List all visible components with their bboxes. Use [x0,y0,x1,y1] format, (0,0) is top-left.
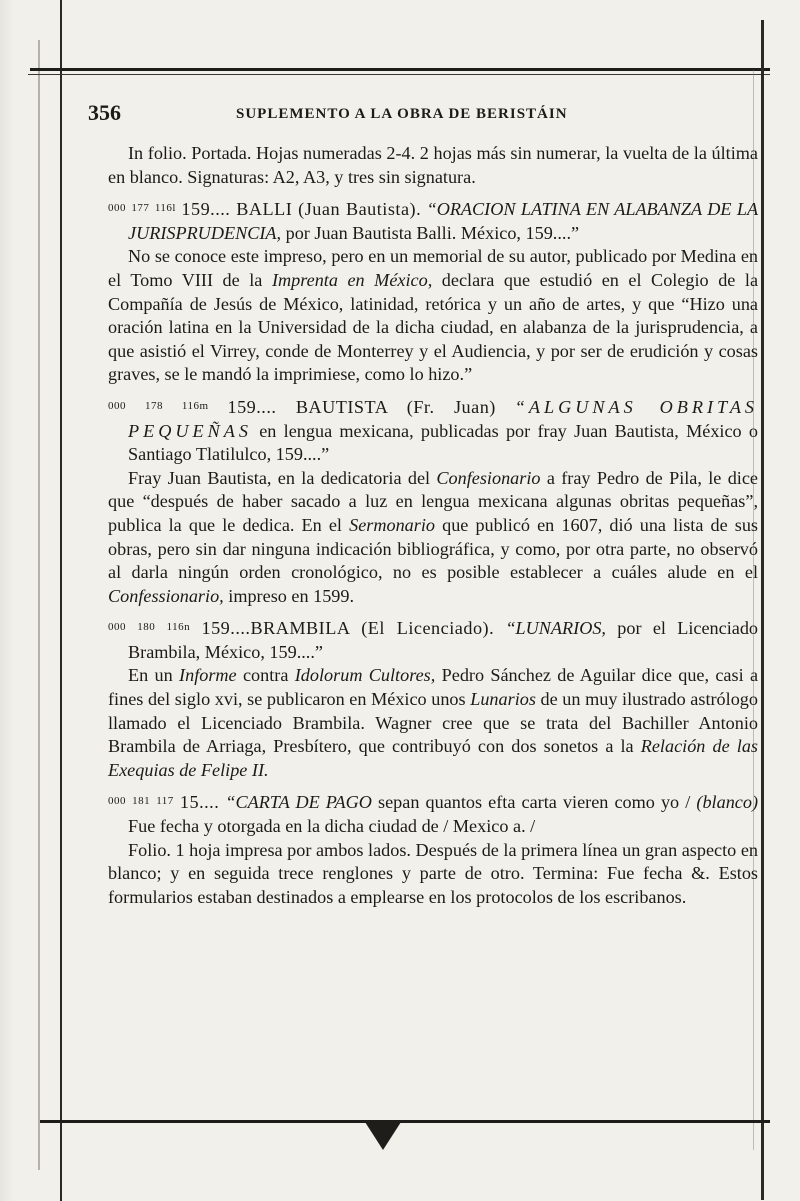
body-text: que publicó en 1607, dió una lista de sus obras, pero sin dar ninguna indicación bibliográfica, y como, por otra parte, no observó al darla ningún orden cronológico, no es posible establecer a cuáles alude en el [108,514,759,583]
body-text: de un muy ilustrado astrólogo llamado el Licenciado Brambila. Wagner cree que se trata del Bachiller Antonio Brambila de Arriaga, Presbítero, que contribuyó con dos sonetos a la [108,689,758,757]
entry-number: 181 [132,795,151,808]
entry-tail: por Juan Bautista Balli. México, 159....” [285,222,580,243]
body-text: En un [128,665,173,686]
entry-number: 116l [154,202,176,215]
entry-bautista-body [108,467,758,609]
body-text: contra [242,665,289,686]
entry-number: 000 [108,399,126,412]
entry-balli-body [108,245,758,387]
body-text: declara que estudió en el Colegio de la Compañía de Jesús de México, latinidad, retórica y un año de artes, y que “Hizo una oración latina en la Universidad de la dicha ciudad, en alabanza de la jurisprudencia, a que asistió el Virrey, conde de Monterrey y el Audiencia, y por ser de erudición y cosas graves, se le mandó la imprimiese, como lo hizo.” [108,269,759,385]
entry-number: 178 [144,399,163,412]
intro-paragraph: In folio. Portada. Hojas numeradas 2-4. 2 hojas más sin numerar, la vuelta de la última en blanco. Signaturas: A2, A3, y tres sin signatura. [108,143,758,187]
entry-title: “CARTA DE PAGO [225,792,372,813]
entry-brambila-body [108,664,758,782]
body-italic: Sermonario [349,514,435,535]
entry-lead: 159....BRAMBILA (El Licenciado). [201,618,495,639]
entry-number: 116m [181,399,209,412]
entry-title: “ALGUNAS OBRITAS PEQUEÑAS [128,396,759,441]
entry-lead: 15.... [179,792,220,813]
entry-tail: sepan quantos efta carta vieren como yo / [378,792,691,813]
entry-balli-heading [108,197,758,245]
entry-tail: por el Licenciado Brambila, México, 159....” [128,618,759,662]
entry-number: 000 [108,202,126,215]
body-italic: Confessionario, [108,585,224,606]
entry-bautista-heading [108,395,758,467]
entry-lead: 159.... BAUTISTA (Fr. Juan) [227,396,496,417]
entry-number: 000 [108,795,126,808]
entry-lead: 159.... BALLI (Juan Bautista). [181,199,422,220]
body-italic: Idolorum Cultores, [294,665,436,686]
body-text: impreso en 1599. [228,585,355,606]
scan-edge-line [38,40,40,1170]
body-text: No se conoce este impreso, pero en un memorial de su autor, publicado por Medina en el Tomo VIII de la [108,246,758,290]
body-italic: Lunarios [470,689,536,710]
entry-number: 177 [131,202,150,215]
entry-number: 180 [137,621,156,634]
entry-number: 116n [166,621,191,634]
right-border-rule [761,20,764,1200]
entry-tail: Fue fecha y otorgada en la dicha ciudad de / Mexico a. / [128,816,536,837]
page-fold-mark [365,1122,401,1150]
entry-title: “ORACION LATINA EN ALABANZA DE LA JURISPRUDENCIA, [128,199,759,243]
top-border-rule-thin [28,74,770,75]
entry-brambila-heading [108,616,758,664]
entry-number: 117 [156,795,174,808]
bottom-border-rule [40,1120,770,1123]
entry-carta-body: Folio. 1 hoja impresa por ambos lados. Después de la primera línea un gran aspecto en blanco; y en seguida trece renglones y parte de otro. Termina: Fue fecha &. Estos formularios estaban destinados a emplearse en los protocolos de los escribanos. [108,839,758,907]
entry-number: 000 [108,621,126,634]
body-italic: Relación de las Exequias de Felipe II. [108,736,758,780]
page-body [108,142,758,909]
entry-tail: en lengua mexicana, publicadas por fray Juan Bautista, México o Santiago Tlatilulco, 159....” [128,420,759,465]
body-text: Pedro Sánchez de Aguilar dice que, casi a fines del siglo xvi, se publicaron en México unos [108,665,759,710]
entry-carta-heading [108,790,758,838]
body-text: Fray Juan Bautista, en la dedicatoria del [128,467,431,488]
left-border-rule [60,0,62,1201]
entry-tail-italic: (blanco) [696,792,759,813]
entry-title: “LUNARIOS, [505,618,606,639]
top-border-rule [30,68,770,71]
body-text: a fray Pedro de Pila, le dice que “después de haber sacado a luz en lengua mexicana algunas obritas pequeñas”, publica la que le dedica. En el [108,467,758,535]
page-header [88,100,742,130]
body-italic: Informe [179,665,237,686]
body-italic: Imprenta en México, [271,269,433,290]
page-edge-shadow [0,0,14,1201]
running-head: SUPLEMENTO A LA OBRA DE BERISTÁIN [236,106,568,122]
body-italic: Confesionario [436,467,541,488]
page-number: 356 [88,100,121,125]
